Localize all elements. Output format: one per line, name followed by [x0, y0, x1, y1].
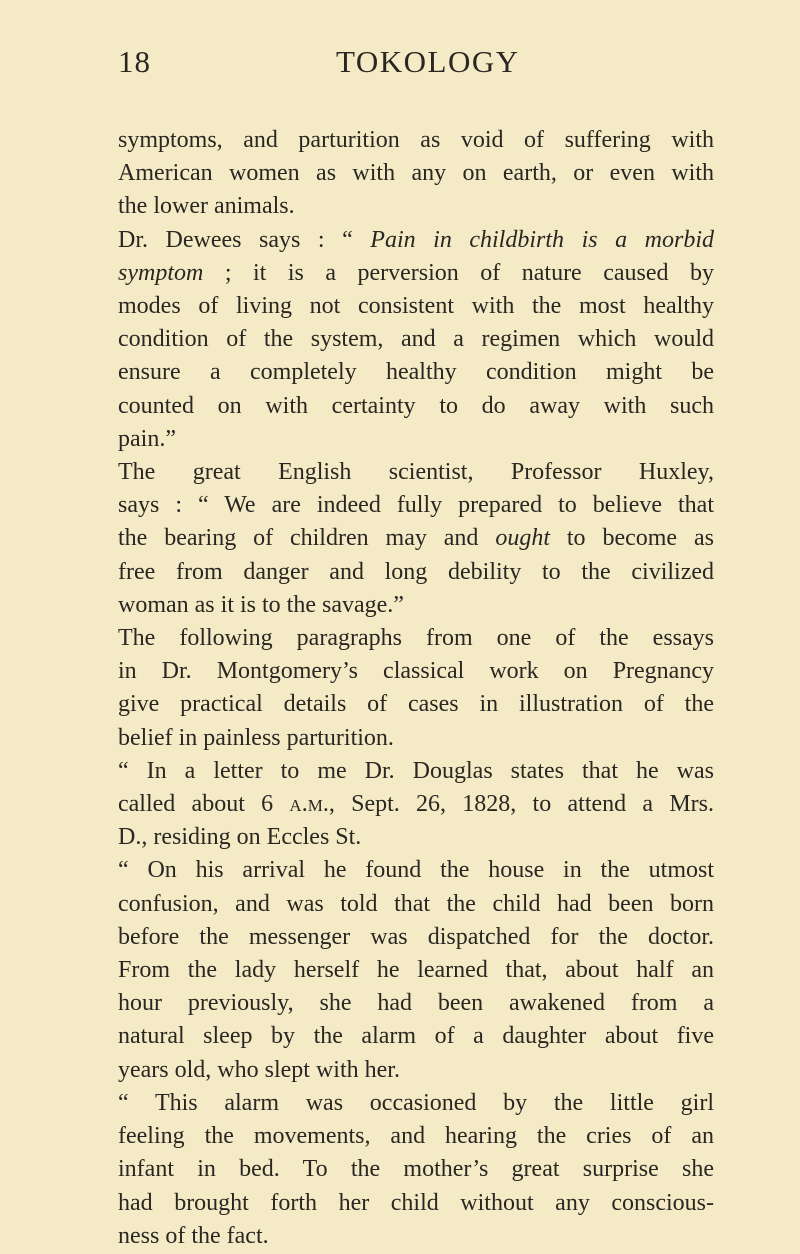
text-line: says : “ We are indeed fully prepared to believe that — [118, 492, 714, 519]
text-line: confusion, and was told that the child had been born — [118, 890, 714, 917]
text-line: condition of the system, and a regimen which would — [118, 326, 714, 353]
text-line: natural sleep by the alarm of a daughter about five — [118, 1023, 714, 1050]
page-header — [118, 44, 710, 90]
text-line: pain.” — [118, 425, 176, 452]
text-line: hour previously, she had been awakened from a — [118, 990, 714, 1017]
text-line: symptoms, and parturition as void of suffering with — [118, 127, 714, 153]
text-line: “ In a letter to me Dr. Douglas states that he was — [118, 757, 714, 784]
text-line: Dr. Dewees says : “ Pain in childbirth is a morbid — [118, 226, 714, 253]
text-line: belief in painless parturition. — [118, 724, 394, 751]
text-line: ensure a completely healthy condition might be — [118, 359, 714, 386]
text-line: “ This alarm was occasioned by the little girl — [118, 1089, 714, 1116]
text-line: “ On his arrival he found the house in the utmost — [118, 857, 714, 884]
text-line: called about 6 a.m., Sept. 26, 1828, to attend a Mrs. — [118, 791, 714, 818]
text-line: American women as with any on earth, or even with — [118, 160, 714, 187]
text-line: in Dr. Montgomery’s classical work on Pregnancy — [118, 658, 714, 685]
text-line: the lower animals. — [118, 193, 295, 220]
text-line: had brought forth her child without any conscious- — [118, 1189, 714, 1216]
text-line: the bearing of children may and ought to become as — [118, 525, 714, 552]
text-line: free from danger and long debility to the civilized — [118, 558, 714, 585]
text-line: The following paragraphs from one of the essays — [118, 625, 714, 652]
text-line: infant in bed. To the mother’s great surprise she — [118, 1156, 714, 1183]
text-line: modes of living not consistent with the most healthy — [118, 293, 714, 320]
text-line: give practical details of cases in illustration of the — [118, 691, 714, 718]
text-line: symptom ; it is a perversion of nature caused by — [118, 259, 714, 286]
text-line: before the messenger was dispatched for the doctor. — [118, 923, 714, 950]
text-line: counted on with certainty to do away with such — [118, 392, 714, 419]
body-text — [118, 124, 714, 1253]
text-line: From the lady herself he learned that, about half an — [118, 957, 714, 984]
text-line: years old, who slept with her. — [118, 1056, 400, 1083]
text-line: feeling the movements, and hearing the cries of an — [118, 1123, 714, 1150]
text-line: D., residing on Eccles St. — [118, 824, 362, 851]
text-line: ness of the fact. — [118, 1222, 269, 1249]
page-number: 18 — [118, 44, 151, 79]
running-head: TOKOLOGY — [336, 44, 520, 79]
text-line: woman as it is to the savage.” — [118, 591, 404, 618]
text-line: The great English scientist, Professor Huxley, — [118, 459, 714, 486]
